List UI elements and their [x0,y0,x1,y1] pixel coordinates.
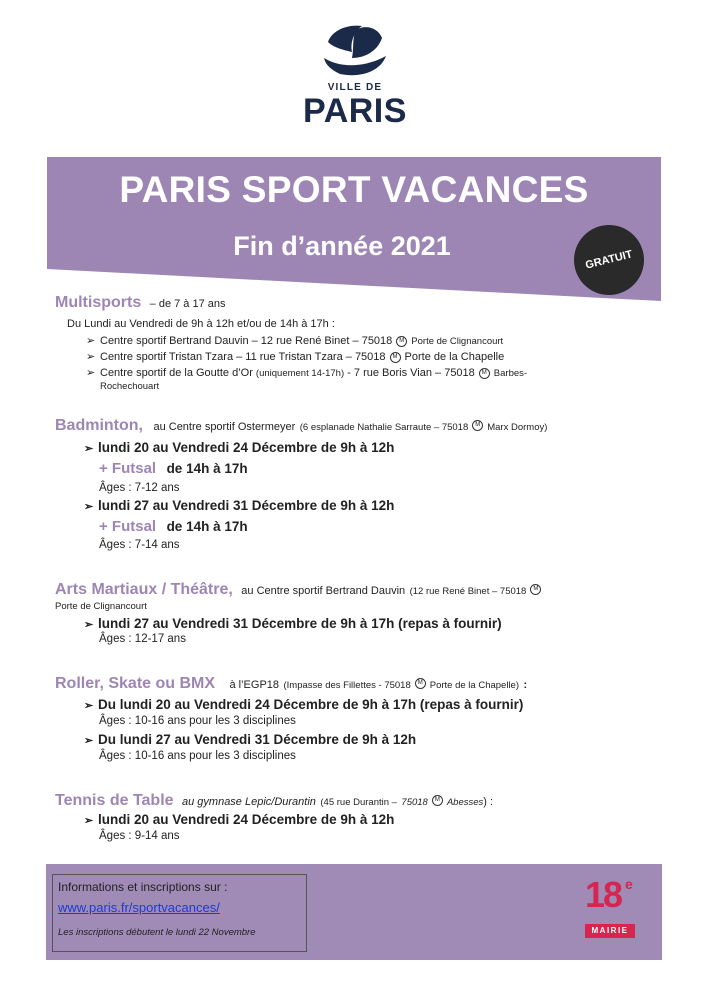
futsal-time: de 14h à 17h [166,461,248,476]
dates-text: lundi 20 au Vendredi 24 Décembre de 9h à 12h [98,812,395,827]
logo-ville-de: VILLE DE [327,82,383,93]
bullet-arrow-icon: ➢ [84,443,94,455]
badminton-ages-2: Âges : 7-14 ans [99,539,180,551]
roller-ages-2: Âges : 10-16 ans pour les 3 disciplines [99,750,296,762]
info-box [52,874,307,952]
badminton-address: (6 esplanade Nathalie Sarraute – 75018 [299,422,469,433]
list-item [86,334,503,347]
tennis-heading [55,792,493,810]
list-item-text: Centre sportif Bertrand Dauvin – 12 rue René Binet – 75018 [100,335,393,347]
multisports-schedule: Du Lundi au Vendredi de 9h à 12h et/ou de 14h à 17h : [67,318,335,330]
inscription-note: Les inscriptions débutent le lundi 22 Novembre [58,927,256,938]
multisports-title: Multisports [55,294,142,311]
roller-place: à l’EGP18 [229,679,280,691]
badminton-title: Badminton, [55,417,143,434]
gratuit-badge: GRATUIT [567,218,652,303]
roller-colon: : [523,679,528,691]
arts-ages: Âges : 12-17 ans [99,633,186,645]
bullet-arrow-icon: ➢ [84,815,94,827]
bullet-arrow-icon: ➢ [84,700,94,712]
multisports-heading [55,294,226,312]
metro-icon: M [479,368,490,379]
bullet-arrow-icon: ➢ [86,367,96,379]
tennis-address-end: ) : [483,796,494,808]
banner-subtitle: Fin d’année 2021 [233,231,451,261]
roller-address: (Impasse des Fillettes - 75018 [283,680,411,691]
list-item [86,350,504,363]
bullet-arrow-icon: ➢ [84,735,94,747]
mairie-18-logo [583,876,639,936]
arts-address: (12 rue René Binet – 75018 [409,586,527,597]
badminton-futsal-1 [99,460,248,478]
roller-dates-2 [84,732,416,747]
mairie-superscript: e [625,876,633,892]
badminton-ages-1: Âges : 7-12 ans [99,482,180,494]
dates-text: lundi 27 au Vendredi 31 Décembre de 9h à 12h [98,498,395,513]
mairie-label: MAIRIE [585,924,635,938]
metro-station: Abesses [446,797,484,808]
mairie-number: 18 [585,874,622,915]
tennis-ages: Âges : 9-14 ans [99,830,180,842]
metro-icon: M [396,336,407,347]
paris-ship-icon [290,20,420,82]
metro-station: Porte de Clignancourt [411,336,504,347]
dates-text: lundi 20 au Vendredi 24 Décembre de 9h à 12h [98,440,395,455]
arts-heading [55,581,545,599]
ville-de-paris-logo [290,20,420,130]
arts-title: Arts Martiaux / Théâtre, [55,581,233,598]
list-item-text: Centre sportif Tristan Tzara – 11 rue Tristan Tzara – 75018 [100,351,386,363]
banner-title: PARIS SPORT VACANCES [119,169,589,210]
dates-text: lundi 27 au Vendredi 31 Décembre de 9h à 17h (repas à fournir) [98,616,502,631]
title-banner [47,157,661,301]
badminton-place: au Centre sportif Ostermeyer [153,421,296,433]
logo-paris: PARIS [303,92,407,130]
tennis-dates [84,812,394,827]
badminton-heading [55,417,547,435]
metro-icon: M [472,420,483,431]
dates-text: Du lundi 20 au Vendredi 24 Décembre de 9h à 17h (repas à fournir) [98,697,524,712]
tennis-postcode: 75018 [401,797,428,808]
tennis-title: Tennis de Table [55,792,174,809]
list-item [86,366,527,379]
arts-place: au Centre sportif Bertrand Dauvin [241,585,406,597]
futsal-label: + Futsal [99,460,157,477]
metro-station: Porte de la Chapelle) [429,680,519,691]
tennis-place: au gymnase Lepic/Durantin [182,796,316,808]
bullet-arrow-icon: ➢ [84,501,94,513]
metro-icon: M [432,795,443,806]
arts-dates [84,616,502,631]
badminton-dates-2 [84,498,394,513]
metro-station: Porte de la Chapelle [404,351,505,363]
badminton-dates-1 [84,440,394,455]
list-item-note: (uniquement 14-17h) [255,368,345,379]
roller-ages-1: Âges : 10-16 ans pour les 3 disciplines [99,715,296,727]
roller-title: Roller, Skate ou BMX [55,675,216,692]
list-item-text: Centre sportif de la Goutte d’Or [100,367,253,379]
tennis-address: (45 rue Durantin – [320,797,397,808]
footer-panel [46,864,662,960]
metro-icon: M [415,678,426,689]
dates-text: Du lundi 27 au Vendredi 31 Décembre de 9h à 12h [98,732,417,747]
metro-station: Barbes- [493,368,528,379]
metro-station-cont: Rochechouart [100,381,160,392]
arts-metro-station: Porte de Clignancourt [55,601,147,612]
metro-icon: M [530,584,541,595]
roller-dates-1 [84,697,523,712]
info-label: Informations et inscriptions sur : [58,880,228,894]
bullet-arrow-icon: ➢ [86,335,96,347]
bullet-arrow-icon: ➢ [86,351,96,363]
metro-icon: M [390,352,401,363]
futsal-time: de 14h à 17h [166,519,248,534]
multisports-ages: – de 7 à 17 ans [149,298,226,310]
futsal-label: + Futsal [99,518,157,535]
sportvacances-link[interactable]: www.paris.fr/sportvacances/ [58,900,220,915]
list-item-address: - 7 rue Boris Vian – 75018 [347,367,475,379]
badminton-futsal-2 [99,518,248,536]
roller-heading [55,675,527,693]
bullet-arrow-icon: ➢ [84,619,94,631]
metro-station: Marx Dormoy) [487,422,548,433]
